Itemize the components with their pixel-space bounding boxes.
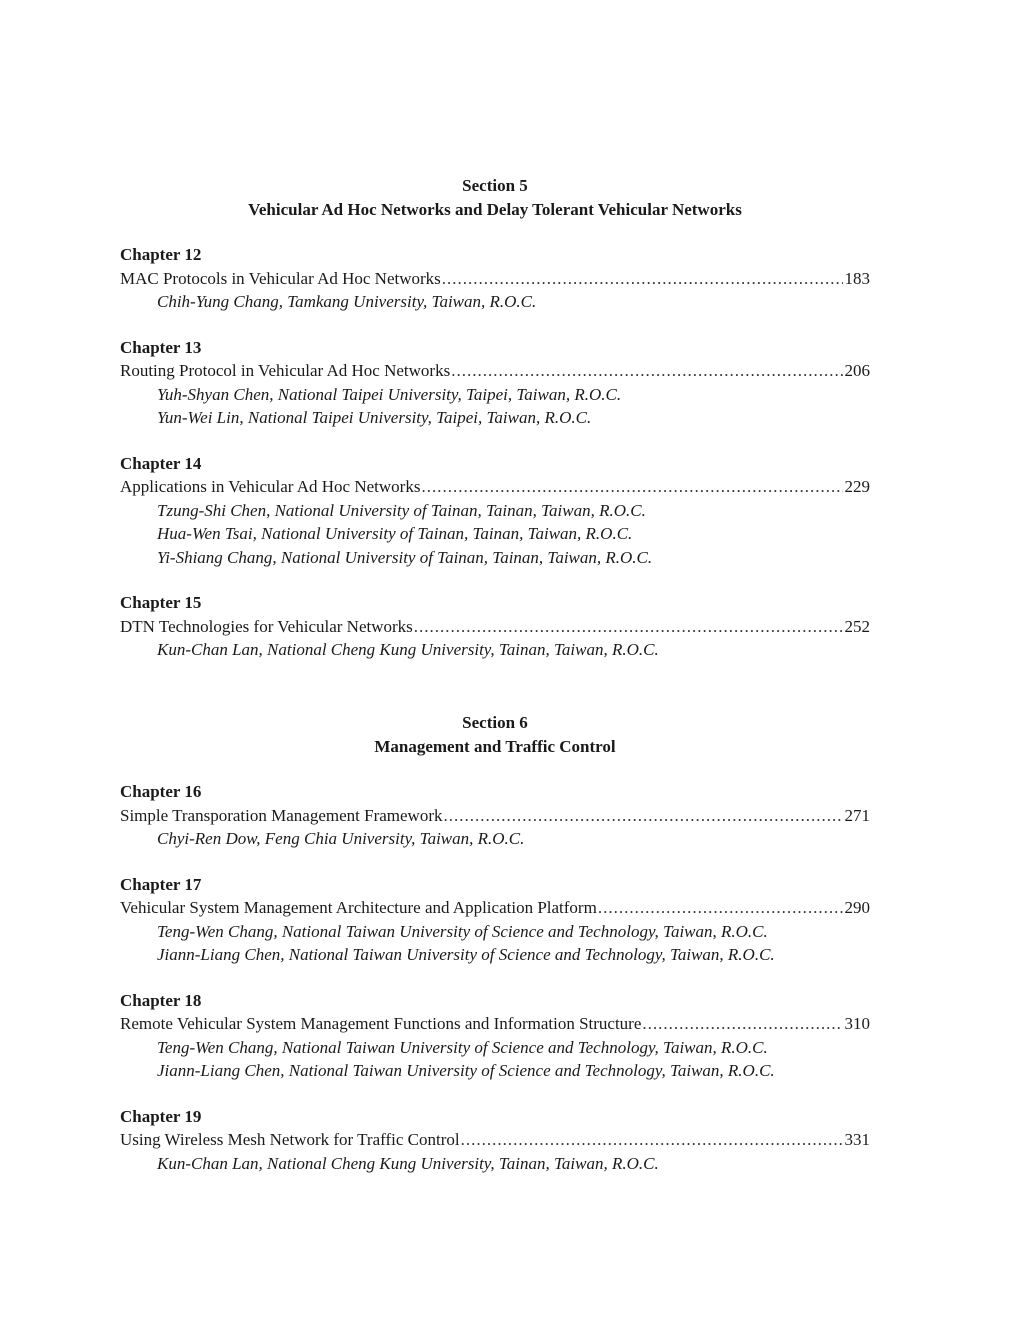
author-line: Teng-Wen Chang, National Taiwan University of Science and Technology, Taiwan, R.O.C. bbox=[157, 1037, 768, 1057]
chapter-title: Routing Protocol in Vehicular Ad Hoc Networks bbox=[120, 361, 451, 380]
chapter-title: DTN Technologies for Vehicular Networks bbox=[120, 616, 413, 636]
author-line: Yuh-Shyan Chen, National Taipei University, Taipei, Taiwan, R.O.C. bbox=[157, 384, 622, 404]
author-line: Chyi-Ren Dow, Feng Chia University, Taiwan, R.O.C. bbox=[157, 829, 525, 848]
section-title: Vehicular Ad Hoc Networks and Delay Tolerant Vehicular Networks bbox=[248, 199, 742, 219]
chapter-entry bbox=[120, 591, 870, 662]
chapter-entry bbox=[120, 336, 870, 430]
section-label: Section 5 bbox=[462, 176, 528, 195]
chapter-label: Chapter 14 bbox=[120, 453, 202, 473]
author-line: Yi-Shiang Chang, National University of Tainan, Tainan, Taiwan, R.O.C. bbox=[157, 547, 653, 567]
chapter-entry bbox=[120, 873, 870, 967]
chapter-title: Remote Vehicular System Management Functions and Information Structure bbox=[120, 1014, 642, 1033]
chapter-label: Chapter 12 bbox=[120, 245, 202, 264]
author-line: Tzung-Shi Chen, National University of Tainan, Tainan, Taiwan, R.O.C. bbox=[157, 500, 646, 520]
chapter-entry bbox=[120, 452, 870, 570]
page-number: 310 bbox=[844, 1014, 870, 1033]
dot-leader bbox=[442, 267, 843, 291]
page-number: 229 bbox=[844, 477, 870, 496]
chapter-link[interactable] bbox=[120, 804, 870, 828]
chapter-label: Chapter 15 bbox=[120, 593, 202, 612]
chapter-entry bbox=[120, 780, 870, 851]
chapter-list bbox=[120, 243, 870, 662]
chapter-title: Vehicular System Management Architecture and Application Platform bbox=[120, 898, 597, 917]
section-heading bbox=[120, 174, 870, 221]
chapter-title: Using Wireless Mesh Network for Traffic Control bbox=[120, 1130, 460, 1149]
chapter-list bbox=[120, 780, 870, 1175]
author-line: Kun-Chan Lan, National Cheng Kung University, Tainan, Taiwan, R.O.C. bbox=[157, 640, 659, 659]
page-number: 183 bbox=[844, 268, 870, 288]
section-5 bbox=[120, 174, 870, 662]
dot-leader bbox=[451, 359, 842, 383]
chapter-label: Chapter 17 bbox=[120, 874, 202, 894]
chapter-title: MAC Protocols in Vehicular Ad Hoc Networks bbox=[120, 268, 441, 288]
chapter-link[interactable] bbox=[120, 359, 870, 383]
chapter-link[interactable] bbox=[120, 896, 870, 920]
chapter-label: Chapter 13 bbox=[120, 337, 202, 357]
author-line: Chih-Yung Chang, Tamkang University, Taiwan, R.O.C. bbox=[157, 292, 537, 311]
chapter-label: Chapter 16 bbox=[120, 782, 202, 801]
page-number: 290 bbox=[844, 898, 870, 917]
chapter-label: Chapter 18 bbox=[120, 990, 202, 1010]
dot-leader bbox=[598, 896, 843, 920]
chapter-label: Chapter 19 bbox=[120, 1106, 202, 1126]
dot-leader bbox=[421, 475, 842, 499]
chapter-link[interactable] bbox=[120, 615, 870, 639]
chapter-title: Applications in Vehicular Ad Hoc Networks bbox=[120, 477, 421, 496]
section-label: Section 6 bbox=[462, 713, 528, 732]
chapter-link[interactable] bbox=[120, 475, 870, 499]
chapter-link[interactable] bbox=[120, 1128, 870, 1152]
page-number: 206 bbox=[844, 361, 870, 380]
dot-leader bbox=[414, 615, 843, 639]
section-heading bbox=[120, 711, 870, 758]
author-line: Jiann-Liang Chen, National Taiwan University of Science and Technology, Taiwan, R.O.C. bbox=[157, 945, 775, 964]
chapter-link[interactable] bbox=[120, 1012, 870, 1036]
section-6 bbox=[120, 711, 870, 1175]
author-line: Jiann-Liang Chen, National Taiwan University of Science and Technology, Taiwan, R.O.C. bbox=[157, 1061, 775, 1080]
dot-leader bbox=[444, 804, 843, 828]
chapter-title: Simple Transporation Management Framework bbox=[120, 805, 443, 825]
toc-page bbox=[120, 0, 870, 1320]
author-line: Kun-Chan Lan, National Cheng Kung University, Tainan, Taiwan, R.O.C. bbox=[157, 1153, 659, 1173]
author-line: Teng-Wen Chang, National Taiwan University of Science and Technology, Taiwan, R.O.C. bbox=[157, 921, 768, 941]
section-title: Management and Traffic Control bbox=[374, 736, 616, 756]
chapter-entry bbox=[120, 989, 870, 1083]
page-number: 331 bbox=[844, 1130, 870, 1149]
page-number: 271 bbox=[844, 805, 870, 825]
author-line: Yun-Wei Lin, National Taipei University, Taipei, Taiwan, R.O.C. bbox=[157, 408, 592, 427]
dot-leader bbox=[461, 1128, 843, 1152]
chapter-entry bbox=[120, 243, 870, 314]
dot-leader bbox=[642, 1012, 842, 1036]
chapter-link[interactable] bbox=[120, 267, 870, 291]
author-line: Hua-Wen Tsai, National University of Tainan, Tainan, Taiwan, R.O.C. bbox=[157, 524, 633, 543]
page-number: 252 bbox=[844, 616, 870, 636]
chapter-entry bbox=[120, 1105, 870, 1176]
